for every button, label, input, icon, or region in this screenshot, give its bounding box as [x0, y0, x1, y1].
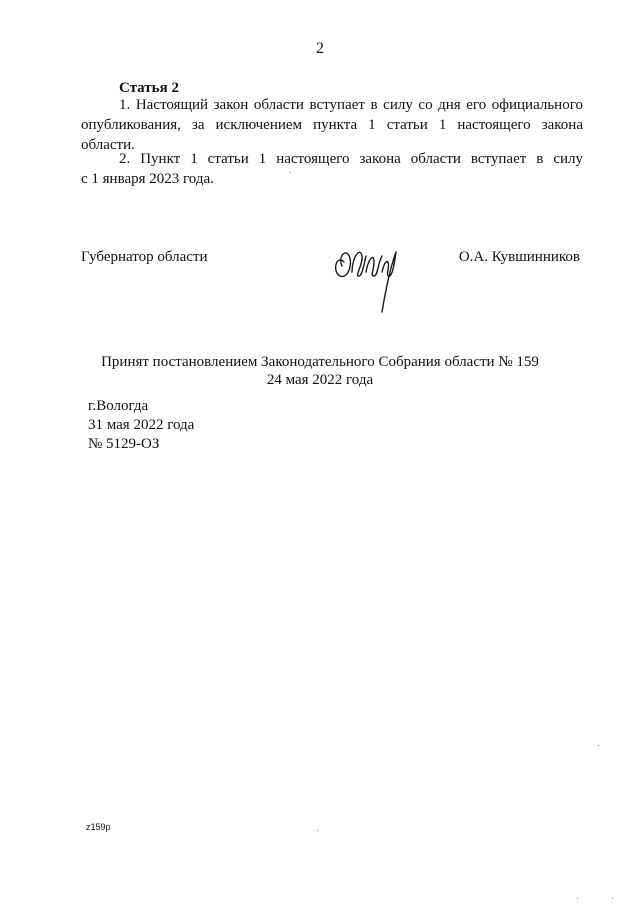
adoption-line-2: 24 мая 2022 года [266, 372, 374, 388]
scan-speck [612, 898, 613, 899]
document-code: z159p [86, 822, 111, 832]
paragraph-line: 2. Пункт 1 статьи 1 настоящего закона области вступает в силу [119, 151, 583, 167]
article-paragraph-2 [81, 149, 583, 189]
signing-date: 31 мая 2022 года [88, 417, 195, 433]
paragraph-line: опубликования, за исключением пункта 1 статьи 1 настоящего закона [81, 117, 583, 133]
paragraph-line: с 1 января 2023 года. [81, 171, 214, 187]
paragraph-line: области. [81, 137, 135, 153]
article-title: Статья 2 [119, 80, 179, 96]
governor-name: О.А. Кувшинников [458, 249, 580, 265]
adoption-note [0, 353, 640, 389]
article-paragraph-1 [81, 95, 583, 155]
scan-speck [598, 745, 599, 746]
adoption-line-1: Принят постановлением Законодательного Собрания области № 159 [101, 354, 539, 370]
governor-title: Губернатор области [81, 249, 208, 265]
scan-speck [577, 898, 578, 899]
paragraph-line: 1. Настоящий закон области вступает в силу со дня его официального [119, 97, 583, 113]
scan-speck [290, 172, 291, 173]
place-date-block [88, 397, 194, 454]
page-number: 2 [316, 40, 324, 57]
scan-speck [317, 830, 318, 831]
law-number: № 5129-ОЗ [88, 436, 160, 452]
handwritten-signature [330, 232, 410, 322]
city: г.Вологда [88, 398, 149, 414]
